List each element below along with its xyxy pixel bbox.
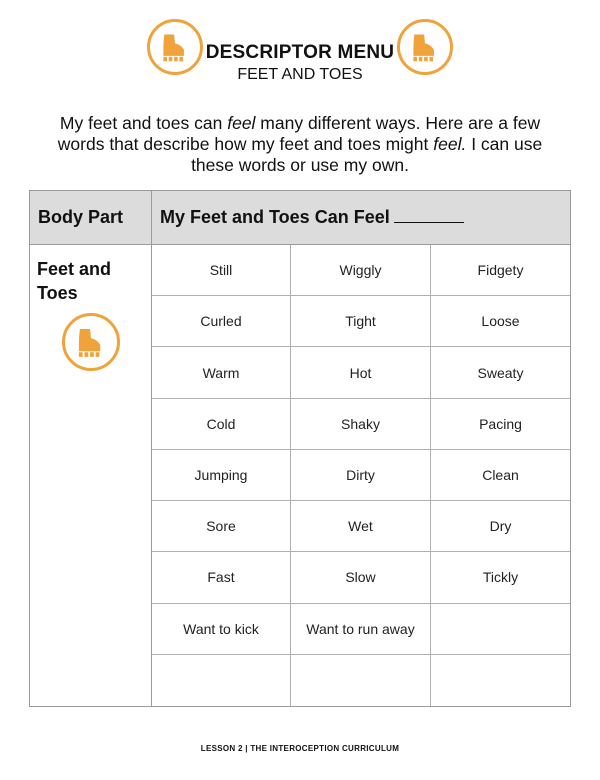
column-header-feel: My Feet and Toes Can Feel [152, 191, 570, 244]
word-cell: Sweaty [431, 347, 570, 398]
word-grid [152, 245, 570, 706]
body-part-column [30, 245, 152, 706]
column-header-body-part: Body Part [30, 191, 152, 244]
word-cell: Pacing [431, 399, 570, 450]
descriptor-table [29, 190, 571, 707]
page-header [0, 0, 600, 100]
word-cell: Shaky [291, 399, 431, 450]
foot-icon [397, 19, 453, 75]
word-cell: Fast [152, 552, 291, 603]
word-cell [431, 655, 570, 706]
word-cell: Wiggly [291, 245, 431, 296]
word-cell: Hot [291, 347, 431, 398]
word-cell: Fidgety [431, 245, 570, 296]
word-cell [291, 655, 431, 706]
page-footer: LESSON 2 | THE INTEROCEPTION CURRICULUM [200, 744, 400, 753]
intro-text: My feet and toes can feel many different ways. Here are a few words that describe how my feet and toes might feel. I can use these words or use my own. [57, 113, 543, 175]
page-title: DESCRIPTOR MENU [205, 42, 395, 63]
word-cell: Dry [431, 501, 570, 552]
word-cell: Sore [152, 501, 291, 552]
page-subtitle: FEET AND TOES [237, 66, 363, 83]
word-cell [431, 604, 570, 655]
word-cell: Curled [152, 296, 291, 347]
word-cell [152, 655, 291, 706]
word-cell: Want to kick [152, 604, 291, 655]
word-cell: Slow [291, 552, 431, 603]
word-cell: Wet [291, 501, 431, 552]
body-part-label: Feet and Toes [37, 259, 112, 303]
word-cell: Clean [431, 450, 570, 501]
word-cell: Tickly [431, 552, 570, 603]
word-cell: Warm [152, 347, 291, 398]
word-cell: Want to run away [291, 604, 431, 655]
word-cell: Dirty [291, 450, 431, 501]
word-cell: Tight [291, 296, 431, 347]
word-cell: Cold [152, 399, 291, 450]
table-header-row [30, 191, 570, 245]
word-cell: Still [152, 245, 291, 296]
word-cell: Jumping [152, 450, 291, 501]
fill-in-blank [394, 206, 464, 223]
word-cell: Loose [431, 296, 570, 347]
foot-icon [62, 313, 120, 371]
